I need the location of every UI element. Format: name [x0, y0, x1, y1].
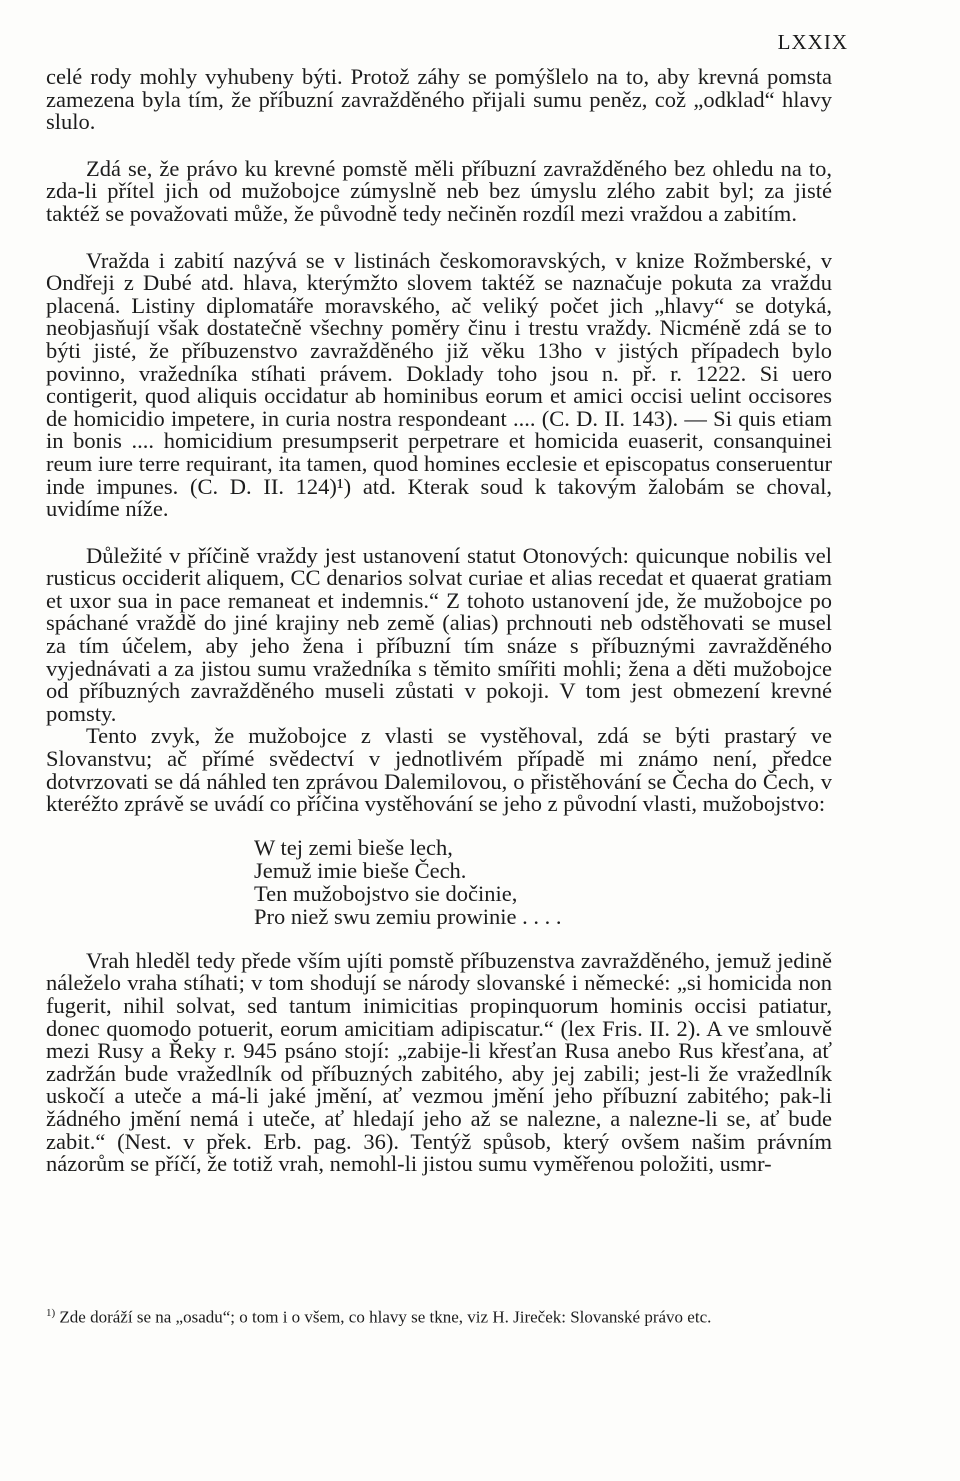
main-text	[46, 66, 832, 1176]
poem-line: Ten mužobojstvo sie dočinie,	[254, 880, 518, 906]
paragraph-1: celé rody mohly vyhubeny býti. Protož záhy se pomýšlelo na to, aby krevná pomsta zamezena byla tím, že příbuzní zavražděného přijali sumu peněz, což „odklad“ hlavy slulo.	[46, 64, 832, 135]
poem-quote	[254, 836, 832, 928]
poem-line: W tej zemi bieše lech,	[254, 834, 453, 860]
paragraph-6: Vrah hleděl tedy přede vším ujíti pomstě příbuzenstva zavražděného, jemuž jedině náleželo vraha stíhati; v tom shodují se národy slovanské i německé: „si homicida non fugerit, nihil solvat, sed tantum inimicitias propinquorum hominis occisi patiatur, donec quomodo potuerit, eorum amicitiam adipiscatur.“ (lex Fris. II. 2). A ve smlouvě mezi Rusy a Řeky r. 945 psáno stojí: „zabije-li křesťan Rusa anebo Rus křesťana, ať zadržán bude vražedlník od příbuzných zabitého, aby jej zabili; jest-li že vražedlník uskočí a uteče a má-li jaké jmění, ať vezmou jmění jeho příbuzní zabitého; pak-li žádného jmění nemá i uteče, ať hledají jeho až se nalezne, a nalezne-li se, ať bude zabit.“ (Nest. v přek. Erb. pag. 36). Tentýž spůsob, který ovšem našim právním názorům se příčí, že totiž vrah, nemohl-li jistou sumu vyměřenou položiti, usmr-	[46, 947, 832, 1177]
footnote	[46, 1303, 832, 1328]
poem-line: Pro niež swu zemiu prowinie . . . .	[254, 903, 562, 929]
footnote-text: Zde doráží se na „osadu“; o tom i o všem, co hlavy se tkne, viz H. Jireček: Slovanské právo etc.	[59, 1307, 712, 1327]
page-number: LXXIX	[777, 30, 848, 54]
paragraph-5: Tento zvyk, že mužobojce z vlasti se vystěhoval, zdá se býti prastarý ve Slovanstvu; ač přímé svědectví v jednotlivém případě mi známo není, předce dotvrzovati se dá náhled ten zprávou Dalemilovou, o přistěhování se Čecha do Čech, v kteréžto zprávě se uvádí co příčina vystěhování se jeho z původní vlasti, mužobojstvo:	[46, 723, 832, 817]
paragraph-2: Zdá se, že právo ku krevné pomstě měli příbuzní zavražděného bez ohledu na to, zda-li přítel jich od mužobojce zúmyslně neb bez úmyslu zlého zabit byl; za jisté taktéž se považovati může, že původně tedy nečiněn rozdíl mezi vraždou a zabitím.	[46, 155, 832, 226]
paragraph-3: Vražda i zabití nazývá se v listinách českomoravských, v knize Rožmberské, v Ondřeji z Dubé atd. hlava, kterýmžto slovem taktéž se naznačuje pokuta za vraždu placená. Listiny diplomatáře moravského, ač veliký počet jich „hlavy“ se dotyká, neobjasňují však dostatečně všechny poměry činu i trestu vraždy. Nicméně zdá se to býti jisté, že příbuzenstvo zavražděného již věku 13ho v jistých případech bylo povinno, vražedníka stíhati právem. Doklady toho jsou n. př. r. 1222. Si uero contigerit, quod aliquis occidatur ab hominibus eorum et amici occisi uelint occisores de homicidio impetere, in curia nostra respondeant .... (C. D. II. 143). — Si quis etiam in bonis .... homicidium presumpserit perpetrare et homicida euaserit, consanquinei reum iure terre requirant, ita tamen, quod homines ecclesie et episcopatus conseruentur inde impunes. (C. D. II. 124)¹) atd. Kterak soud k takovým žalobám se choval, uvidíme níže.	[46, 247, 832, 522]
paragraph-4: Důležité v příčině vraždy jest ustanovení statut Otonových: quicunque nobilis vel rusticus occiderit aliquem, CC denarios solvat curiae et alias recedat et quaerat gratiam et uxor sua in pace remaneat et indemnis.“ Z tohoto ustanovení jde, že mužobojce po spáchané vraždě do jiné krajiny neb země (alias) prchnouti neb odstěhovati se musel za tím účelem, aby jeho žena i příbuzní tím snáze s příbuznými zavražděného vyjednávati a za jistou sumu vražedníka s těmito smířiti mohli; žena a děti mužobojce od příbuzných zavražděného museli zůstati v pokoji. V tom jest obmezení krevné pomsty.	[46, 542, 832, 726]
footnote-mark: 1)	[46, 1307, 56, 1319]
poem-line: Jemuž imie bieše Čech.	[254, 857, 467, 883]
